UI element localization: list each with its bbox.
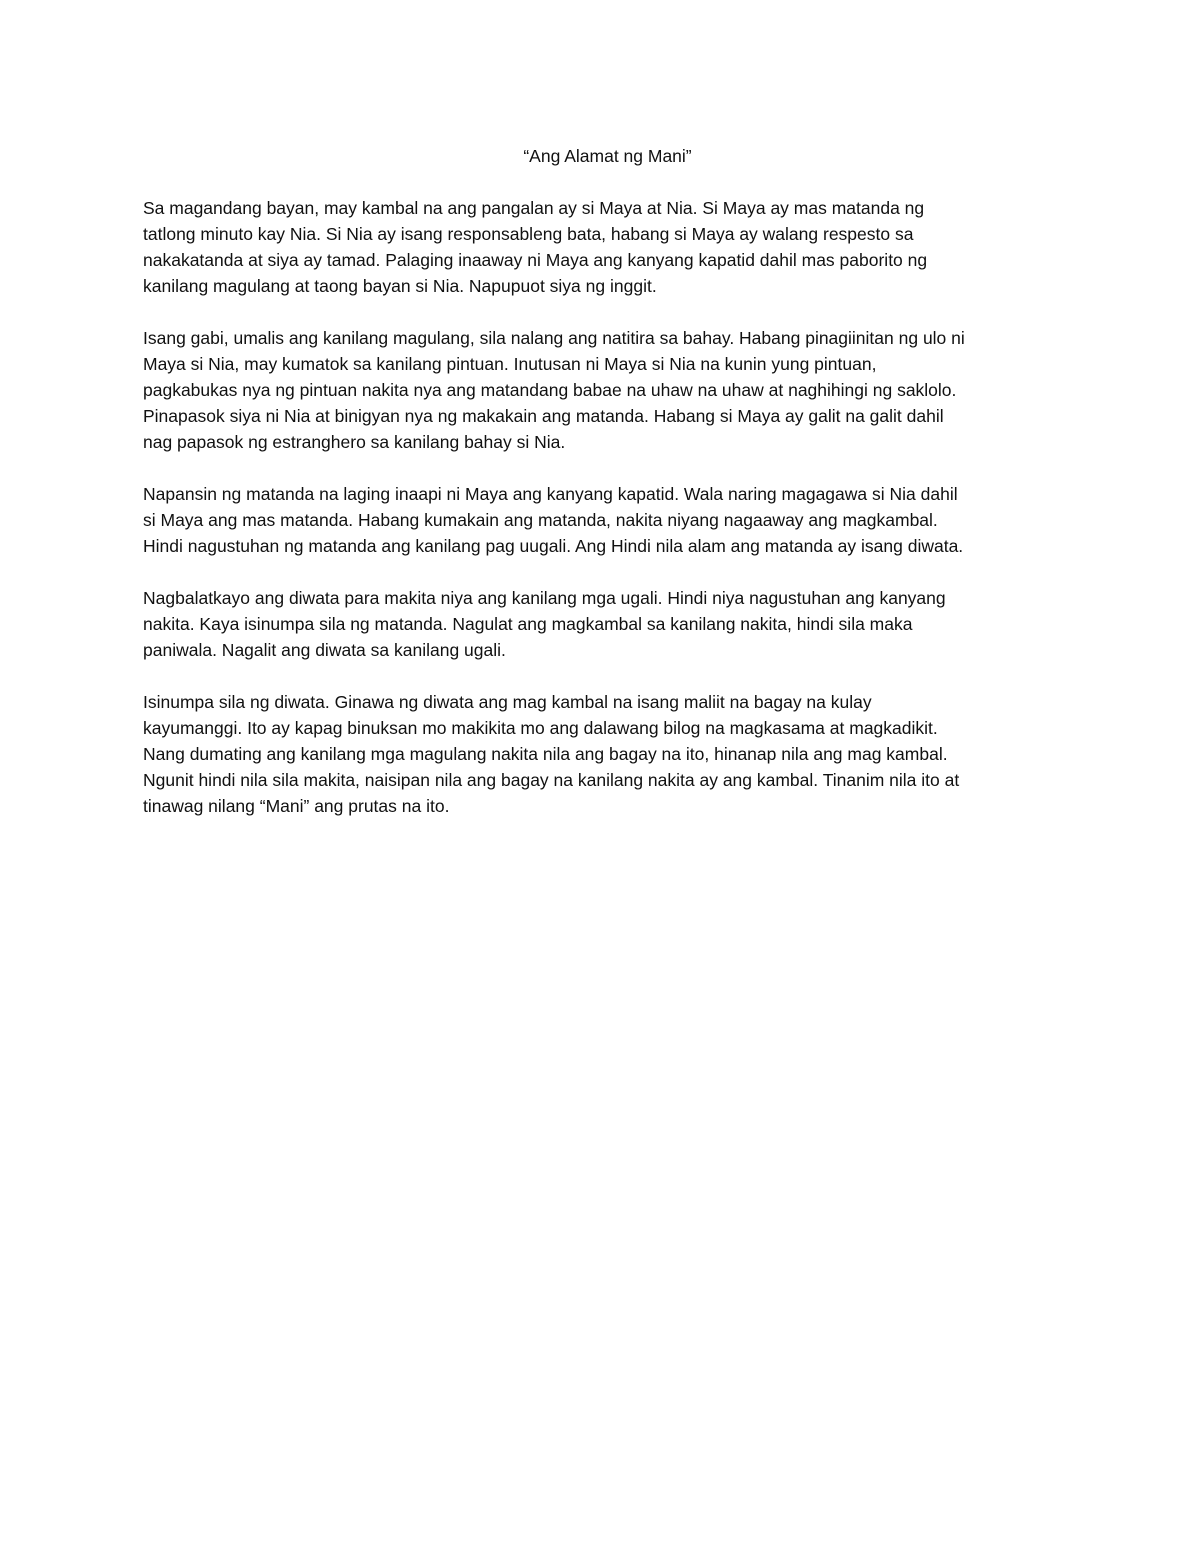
- text-line: Isinumpa sila ng diwata. Ginawa ng diwata ang mag kambal na isang maliit na bagay na kulay: [143, 692, 872, 712]
- text-line: Sa magandang bayan, may kambal na ang pangalan ay si Maya at Nia. Si Maya ay mas matanda ng: [143, 198, 925, 218]
- text-line: Isang gabi, umalis ang kanilang magulang, sila nalang ang natitira sa bahay. Habang pinagiinitan ng ulo ni: [143, 328, 965, 348]
- text-line: kanilang magulang at taong bayan si Nia. Napupuot siya ng inggit.: [143, 276, 657, 296]
- text-line: pagkabukas nya ng pintuan nakita nya ang matandang babae na uhaw na uhaw at naghihingi ng saklolo.: [143, 380, 957, 400]
- text-line: Maya si Nia, may kumatok sa kanilang pintuan. Inutusan ni Maya si Nia na kunin yung pintuan,: [143, 354, 877, 374]
- paragraph: [143, 689, 1073, 819]
- text-line: tatlong minuto kay Nia. Si Nia ay isang responsableng bata, habang si Maya ay walang respesto sa: [143, 224, 914, 244]
- text-line: paniwala. Nagalit ang diwata sa kanilang ugali.: [143, 640, 506, 660]
- text-line: si Maya ang mas matanda. Habang kumakain ang matanda, nakita niyang nagaaway ang magkambal.: [143, 510, 938, 530]
- paragraph: [143, 481, 1073, 559]
- paragraph: [143, 585, 1073, 663]
- text-line: nag papasok ng estranghero sa kanilang bahay si Nia.: [143, 432, 566, 452]
- paragraph: [143, 325, 1073, 455]
- text-line: Napansin ng matanda na laging inaapi ni Maya ang kanyang kapatid. Wala naring magagawa si Nia dahil: [143, 484, 958, 504]
- document-body: [143, 195, 1073, 845]
- text-line: Nang dumating ang kanilang mga magulang nakita nila ang bagay na ito, hinanap nila ang mag kambal.: [143, 744, 948, 764]
- paragraph: [143, 195, 1073, 299]
- text-line: Hindi nagustuhan ng matanda ang kanilang pag uugali. Ang Hindi nila alam ang matanda ay isang diwata.: [143, 536, 964, 556]
- text-line: nakita. Kaya isinumpa sila ng matanda. Nagulat ang magkambal sa kanilang nakita, hindi sila maka: [143, 614, 913, 634]
- document-title: “Ang Alamat ng Mani”: [523, 146, 692, 166]
- text-line: tinawag nilang “Mani” ang prutas na ito.: [143, 796, 450, 816]
- text-line: Ngunit hindi nila sila makita, naisipan nila ang bagay na kanilang nakita ay ang kambal. Tinanim nila ito at: [143, 770, 960, 790]
- text-line: nakakatanda at siya ay tamad. Palaging inaaway ni Maya ang kanyang kapatid dahil mas paborito ng: [143, 250, 928, 270]
- text-line: Pinapasok siya ni Nia at binigyan nya ng makakain ang matanda. Habang si Maya ay galit na galit dahil: [143, 406, 944, 426]
- text-line: kayumanggi. Ito ay kapag binuksan mo makikita mo ang dalawang bilog na magkasama at magkadikit.: [143, 718, 938, 738]
- text-line: Nagbalatkayo ang diwata para makita niya ang kanilang mga ugali. Hindi niya nagustuhan ang kanyang: [143, 588, 946, 608]
